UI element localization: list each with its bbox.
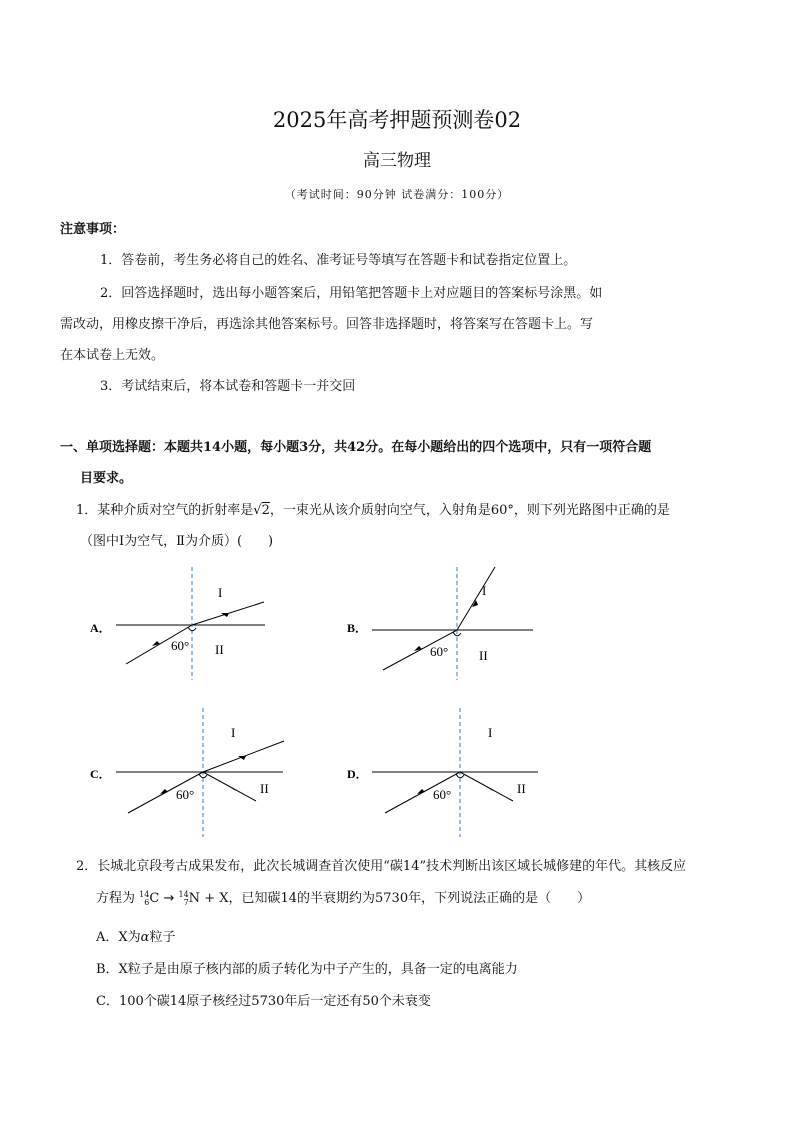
option-b-angle: 60° [430,644,449,659]
option-d-diagram [345,705,550,840]
carbon-charge-number: 6 [144,897,150,907]
section1-heading: 一、单项选择题：本题共14小题，每小题3分，共42分。在每小题给出的四个选项中，只有一项符合题 [60,440,652,455]
exam-time-info: （考试时间：90分钟 试卷满分：100分） [284,188,510,201]
q2-stem-line1: 2．长城北京段考古成果发布，此次长城调查首次使用“碳14”技术判断出该区域长城修建的年代。其核反应 [76,859,687,874]
section1-heading-cont: 目要求。 [80,471,133,486]
nitrogen-charge-number: 7 [183,897,189,907]
option-a-diagram [88,562,288,682]
note-item-3: 3．考试结束后，将本试卷和答题卡一并交回 [100,379,356,394]
option-c-medium-lower: II [260,781,269,796]
option-d-angle: 60° [433,787,452,802]
carbon-mass-number: 14 [139,889,150,899]
note-item-1: 1．答卷前，考生务必将自己的姓名、准考证号等填写在答题卡和试卷指定位置上。 [100,253,577,268]
q2-option-b: B．X粒子是由原子核内部的质子转化为中子产生的，具备一定的电离能力 [96,962,518,977]
alpha-symbol: α [140,930,150,945]
option-c-angle: 60° [176,787,195,802]
q2-stem-pre: 方程为 [96,891,136,906]
carbon-symbol: C [149,891,160,906]
q2-option-a [96,926,175,945]
option-a-label: A． [90,621,111,635]
q2-option-c: C．100个碳14原子核经过5730年后一定还有50个未衰变 [96,994,431,1009]
option-b-medium-upper: I [482,583,487,598]
option-c-diagram [88,705,293,840]
q2-option-a-post: 粒子 [149,930,176,945]
option-c-label: C． [90,767,111,781]
nitrogen-nuclide-numbers [178,891,188,907]
plus-x: + X [204,891,229,906]
option-b-diagram [345,562,545,682]
q2-stem-line2 [96,887,590,907]
note-item-2-line3: 在本试卷上无效。 [60,348,165,363]
option-d-medium-lower: II [517,781,526,796]
arrow-icon: → [163,891,175,906]
q1-stem-line1 [76,499,670,518]
option-d-medium-upper: I [488,725,493,740]
q1-stem-post: ，一束光从该介质射向空气，入射角是60°，则下列光路图中正确的是 [269,503,670,518]
sqrt-icon: √ [253,503,262,518]
nitrogen-symbol: N [188,891,201,906]
notes-heading: 注意事项： [60,222,126,237]
option-a-medium-lower: II [215,642,224,657]
option-a-medium-upper: I [218,585,223,600]
option-d-label: D． [347,767,368,781]
note-item-2-line1: 2．回答选择题时，选出每小题答案后，用铅笔把答题卡上对应题目的答案标号涂黑。如 [100,286,603,301]
q2-option-a-pre: A．X为 [96,930,141,945]
option-a-angle: 60° [171,638,190,653]
nitrogen-mass-number: 14 [178,889,189,899]
sqrt-value: 2 [261,503,270,518]
note-item-2-line2: 需改动，用橡皮擦干净后，再选涂其他答案标号。回答非选择题时，将答案写在答题卡上。写 [60,317,594,332]
q1-stem-pre: 1．某种介质对空气的折射率是 [76,503,254,518]
option-b-label: B． [347,621,368,635]
exam-title: 2025年高考押题预测卷02 [272,108,522,132]
q2-stem-post: ，已知碳14的半衰期约为5730年，下列说法正确的是（ ） [228,891,591,906]
exam-subtitle: 高三物理 [363,151,431,171]
q1-stem-line2: （图中Ⅰ为空气，Ⅱ为介质）( ) [80,534,274,549]
carbon-nuclide-numbers [139,891,149,907]
option-b-medium-lower: II [479,648,488,663]
option-c-medium-upper: I [231,725,236,740]
